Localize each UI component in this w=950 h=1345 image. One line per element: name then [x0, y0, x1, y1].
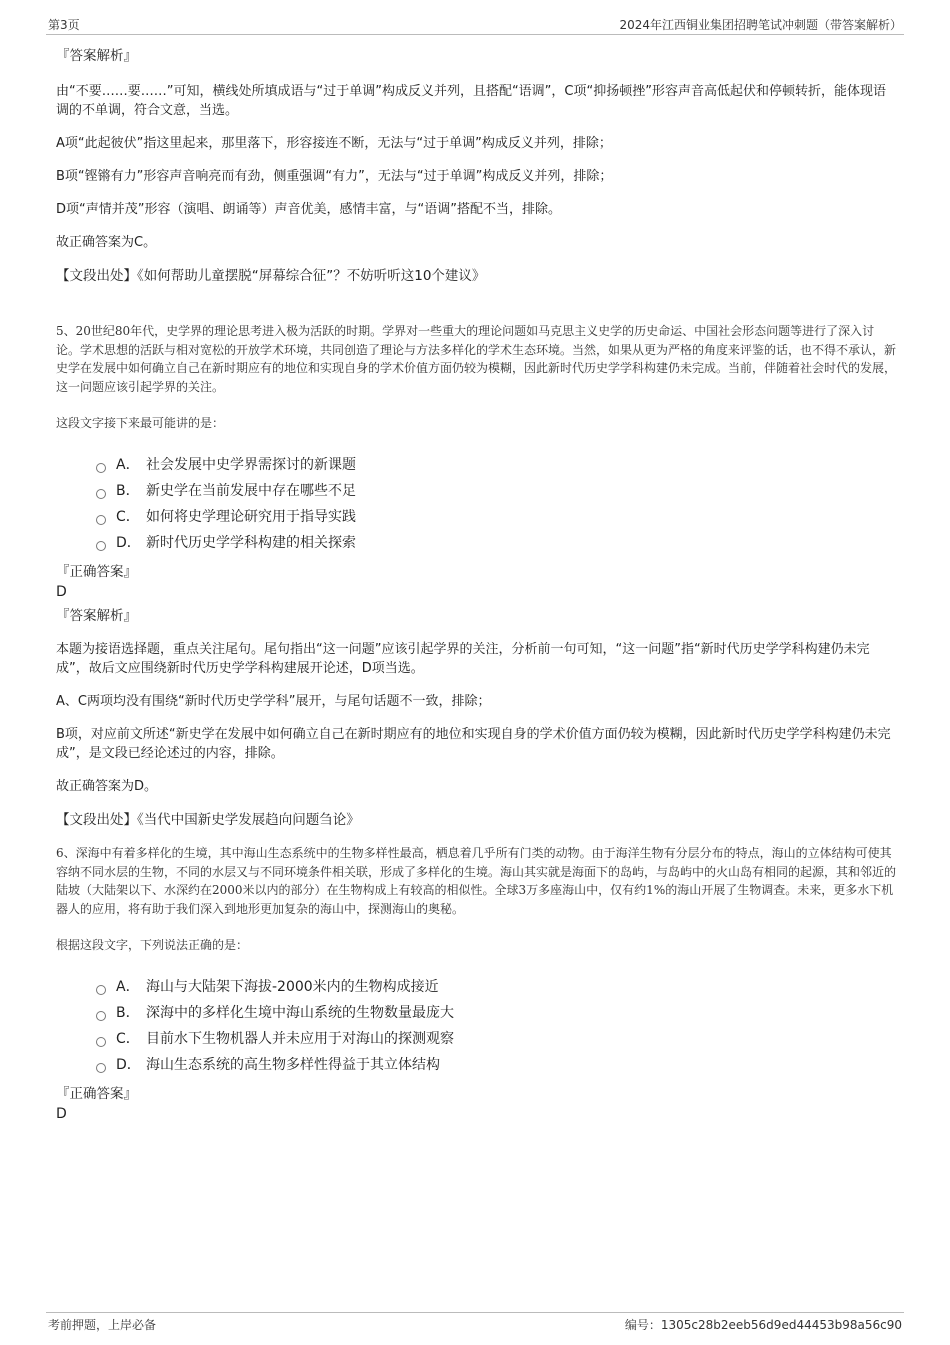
q5-analysis-para-2: A、C两项均没有围绕“新时代历史学学科”展开，与尾句话题不一致，排除； [56, 694, 491, 709]
q6-question-text: 6、深海中有着多样化的生境，其中海山生态系统中的生物多样性最高，栖息着几乎所有门类的动物。由于海洋生物有分层分布的特点，海山的立体结构可使其容纳不同水层的生物，不同的水层又与不同环境条件相关联，形成了多样化的生境。海山其实就是海面下的岛屿，与岛屿中的火山岛有相同的起源，其和邻近的陆坡（大陆架以下、水深约在2000米以内的部分）在生物构成上有较高的相似性。全球3万多座海山中，仅有约1%的海山开展了生物调查。未来，更多水下机器人的应用，将有助于我们深入到地形更加复杂的海山中，探测海山的奥秘。 [56, 846, 897, 916]
option-letter: C． [116, 509, 140, 525]
q5-prompt: 这段文字接下来最可能讲的是： [56, 416, 225, 430]
q6-correct-label: 『正确答案』 [56, 1086, 137, 1102]
q5-option-a[interactable] [96, 452, 896, 478]
page-content [56, 46, 896, 1128]
q5-question-text: 5、20世纪80年代，史学界的理论思考进入极为活跃的时期。学界对一些重大的理论问题如马克思主义史学的历史命运、中国社会形态问题等进行了深入讨论。学术思想的活跃与相对宽松的开放学术环境，共同创造了理论与方法多样化的学术生态环境。当然，如果从更为严格的角度来评鉴的话，也不得不承认，新史学在发展中如何确立自己在新时期应有的地位和实现自身的学术价值方面仍较为模糊，因此新时代历史学学科构建仍未完成。当前，伴随着社会时代的发展，这一问题应该引起学界的关注。 [56, 324, 897, 394]
radio-icon[interactable] [96, 1011, 106, 1021]
q4-analysis-conclusion: 故正确答案为C。 [56, 235, 157, 250]
option-letter: B． [116, 1005, 140, 1021]
document-id: 编号：1305c28b2eeb56d9ed44453b98a56c90 [624, 1318, 902, 1332]
q5-options [96, 452, 896, 556]
page-header [46, 14, 904, 35]
radio-icon[interactable] [96, 489, 106, 499]
radio-icon[interactable] [96, 463, 106, 473]
q4-source: 【文段出处】《如何帮助儿童摆脱“屏幕综合征”？不妨听听这10个建议》 [56, 268, 486, 284]
document-title: 2024年江西铜业集团招聘笔试冲刺题（带答案解析） [619, 18, 902, 32]
radio-icon[interactable] [96, 515, 106, 525]
option-text: 海山生态系统的高生物多样性得益于其立体结构 [146, 1057, 440, 1073]
option-text: 新史学在当前发展中存在哪些不足 [146, 483, 356, 499]
q5-analysis-conclusion: 故正确答案为D。 [56, 779, 158, 794]
option-text: 新时代历史学学科构建的相关探索 [146, 535, 356, 551]
q5-analysis-label: 『答案解析』 [56, 608, 137, 624]
page-footer [46, 1312, 904, 1333]
q5-analysis-para-3: B项，对应前文所述“新史学在发展中如何确立自己在新时期应有的地位和实现自身的学术价值方面仍较为模糊，因此新时代历史学学科构建仍未完成”，是文段已经论述过的内容，排除。 [56, 727, 891, 761]
q5-correct-value: D [56, 584, 67, 600]
q4-analysis-para-2: A项“此起彼伏”指这里起来，那里落下，形容接连不断，无法与“过于单调”构成反义并列，排除； [56, 136, 612, 151]
q4-analysis-para-1: 由“不要……要……”可知，横线处所填成语与“过于单调”构成反义并列，且搭配“语调”，C项“抑扬顿挫”形容声音高低起伏和停顿转折，能体现语调的不单调，符合文意，当选。 [56, 84, 886, 118]
radio-icon[interactable] [96, 985, 106, 995]
option-letter: D． [116, 1057, 141, 1073]
q6-option-a[interactable] [96, 974, 896, 1000]
radio-icon[interactable] [96, 1063, 106, 1073]
option-letter: A． [116, 457, 140, 473]
q6-correct-value: D [56, 1106, 67, 1122]
q5-correct-label: 『正确答案』 [56, 564, 137, 580]
q6-option-d[interactable] [96, 1052, 896, 1078]
option-text: 社会发展中史学界需探讨的新课题 [146, 457, 356, 473]
option-letter: A． [116, 979, 140, 995]
option-text: 目前水下生物机器人并未应用于对海山的探测观察 [146, 1031, 454, 1047]
q4-analysis-label: 『答案解析』 [56, 48, 137, 64]
q4-analysis-para-4: D项“声情并茂”形容（演唱、朗诵等）声音优美，感情丰富，与“语调”搭配不当，排除。 [56, 202, 561, 217]
q6-option-b[interactable] [96, 1000, 896, 1026]
option-text: 如何将史学理论研究用于指导实践 [146, 509, 356, 525]
q5-source: 【文段出处】《当代中国新史学发展趋向问题刍论》 [56, 812, 360, 828]
footer-slogan: 考前押题，上岸必备 [48, 1318, 157, 1332]
q5-option-d[interactable] [96, 530, 896, 556]
page-number: 第3页 [48, 18, 80, 32]
q6-options [96, 974, 896, 1078]
radio-icon[interactable] [96, 541, 106, 551]
option-text: 深海中的多样化生境中海山系统的生物数量最庞大 [146, 1005, 454, 1021]
q4-analysis-para-3: B项“铿锵有力”形容声音响亮而有劲，侧重强调“有力”，无法与“过于单调”构成反义并列，排除； [56, 169, 613, 184]
option-letter: B． [116, 483, 140, 499]
q5-analysis-para-1: 本题为接语选择题，重点关注尾句。尾句指出“这一问题”应该引起学界的关注，分析前一句可知，“这一问题”指“新时代历史学学科构建仍未完成”，故后文应围绕新时代历史学学科构建展开论述，D项当选。 [56, 642, 870, 676]
option-letter: C． [116, 1031, 140, 1047]
option-letter: D． [116, 535, 141, 551]
radio-icon[interactable] [96, 1037, 106, 1047]
option-text: 海山与大陆架下海拔-2000米内的生物构成接近 [146, 979, 439, 995]
q6-option-c[interactable] [96, 1026, 896, 1052]
q5-option-c[interactable] [96, 504, 896, 530]
q6-prompt: 根据这段文字，下列说法正确的是： [56, 938, 249, 952]
q5-option-b[interactable] [96, 478, 896, 504]
